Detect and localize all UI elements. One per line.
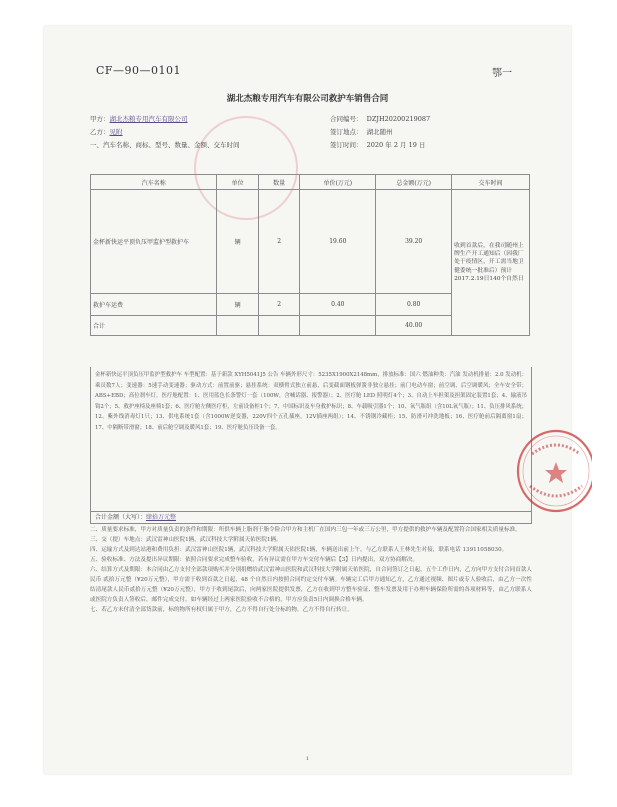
col-header: 数量 [258,175,299,190]
clause-3: 三、交（提）车地点：武汉雷神山医院1辆，武汉科技大学附属天佑医院1辆。 [90,536,282,543]
col-header: 汽车名称 [91,175,217,190]
total-amount-label: 合计金额（大写）： [95,514,147,521]
col-header: 单位 [217,175,258,190]
sign-date [330,140,425,149]
cell-total: 39.20 [376,190,452,294]
party-a [90,114,188,123]
sign-place [330,127,393,136]
vehicle-table [90,174,530,336]
cell-vehicle-name: 金杯新快运平顶负压甲监护型救护车 [91,190,217,294]
item-one-heading: 一、汽车名称、商标、型号、数量、金额、交车时间 [90,141,240,149]
cell-vehicle-name: 救护车运费 [91,294,217,316]
cell-unit-price: 19.60 [300,190,376,294]
sign-place-value: 湖北随州 [366,128,393,136]
contract-number-label: 合同编号： [330,115,363,123]
cell-total: 0.80 [376,294,452,316]
cell-grand-total: 40.00 [376,316,452,336]
clause-4: 四、运输方式及到达站港和费用负担：武汉雷神山医院1辆，武汉科技大学附属天佑医院1辆，车辆送出前上午，与乙方联系人王林先生对接，联系电话 13911058030。 [90,546,508,553]
cell-empty [217,316,258,336]
contract-number [330,114,430,123]
total-amount-in-words [90,511,532,524]
party-a-value: 湖北杰粮专用汽车有限公司 [109,115,188,123]
contract-number-value: DZJH20200219087 [366,115,431,123]
col-header: 交车时间 [452,175,530,190]
contract-clauses [90,526,532,616]
party-b-label: 乙方： [90,128,110,136]
sign-place-label: 签订地点： [330,128,363,136]
cell-quantity: 2 [258,294,299,316]
col-header: 单价(万元) [300,175,376,190]
col-header: 总金额(万元) [376,175,452,190]
document-title: 湖北杰粮专用汽车有限公司救护车销售合同 [226,94,389,104]
table-header-row [91,175,530,190]
cell-delivery-time: 收到首款后，在我司随州上牌生产开工通知后（因我厂处于疫情区，开工需当地卫健委统一批准后）预计2017.2.19日140个自然日 [452,190,530,336]
page-number: 1 [305,756,310,762]
document-code: CF—90—0101 [96,64,182,77]
cell-total-label: 合计 [91,316,217,336]
table-row [91,190,530,294]
cell-quantity: 2 [258,190,299,294]
sign-date-value: 2020 年 2 月 19 日 [366,141,426,149]
contract-page [44,26,571,774]
total-amount-value: 肆拾万元整 [146,514,177,521]
party-a-label: 甲方： [90,115,110,123]
clause-2: 二、质量要求标准，甲方对质量负责的条件和期限：所供车辆上脂剂于脂令险合甲方和主机厂在国内三包一年或三万公里，甲方提供的救护车辆及配置符合国家相关质量标准。 [90,527,521,533]
cell-unit: 辆 [217,190,258,294]
sign-date-label: 签订时间： [330,141,363,149]
party-b-value: 见附 [109,128,123,136]
cell-unit: 辆 [217,294,258,316]
cell-unit-price: 0.40 [300,294,376,316]
party-b [90,127,123,136]
clause-7: 七、若乙方未付清全部货款前，标的物所有权归属于甲方，乙方不得自行处分标的物，乙方不得自行转让。 [90,606,353,613]
corner-mark: 鄂一 [492,68,512,79]
clause-5: 五、验收标准、方法及提出异议期限：依照合同要求完成整车验收，若有异议需在甲方车交付车辆后【3】日内提出，双方协商解决。 [90,556,418,563]
cell-empty [300,316,376,336]
clause-6: 六、结算方式及期限：本合同由乙方支付全部款项购买并分别捐赠给武汉雷神山医院和武汉科技大学附属天佑医院，自合同签订之日起，五个工作日内，乙方向甲方支付合同首款人民币 贰拾万元整（¥20万元整），甲方需于收到首款之日起，48 个自然日内按照合同约定交付车辆。车辆完工后甲方通知乙方，乙方通过视频、图片或专人验收后，由乙方一次性结清尾款人民币贰拾万元整（¥20万元整），甲方于收到尾款后，向两家医院提供发票，乙方在收到甲方整车验证、整车发票及用于办理车辆保险所需的各项材料等，由乙方联系人或医院方负责人签收后，邮件完成交付。如车辆经过上两家医院验收不合格的，甲方应负责5日内调换合格车辆。 [90,566,532,603]
cell-empty [258,316,299,336]
vehicle-configuration: 金杯新快运平顶负压甲监护型救护车 车型配置：基于新款 XYH5041J5 公告 车辆外形尺寸：5235X1900X2148mm，排放标准：国六 燃油种类：汽油 发动机排量：2.0 发动机：乘员数7人；变速器：5速手动变速器；驱动方式：前置前驱；悬挂系统：双横臂式独立前悬，后变截面钢板弹簧非独立悬挂；前门电动车窗；前空调、后空调暖风；全车安全带；ABS+EBD；高位刹车灯。医疗舱配置：1、医用蓝色长条警灯一套（100W，含喊话器、报警器）；2、医疗舱 LED 照明灯4个；3、自动上车担架及担架固定装置1套；4、输液吊钩2个；5、救护座椅及座椅1套；6、医疗舱左侧医疗柜，左前设备柜1个；7、中国标识及车身救护标识；8、车载吸引器1个；10、氧气瓶组（含10L氧气瓶）；11、负压排风系统；12、紫外线消毒灯1只；13、供电系统1套（含1000W逆变器，220V四个五孔插座，12V插座两组）；14、不锈钢冷藏柜；15、防滑可冲洗地板；16、医疗舱前后隔离窗1扇；17、中隔断带滑窗；18、前后舱空调及暖风1套；19、医疗舱负压设备一套。 [90,367,532,512]
